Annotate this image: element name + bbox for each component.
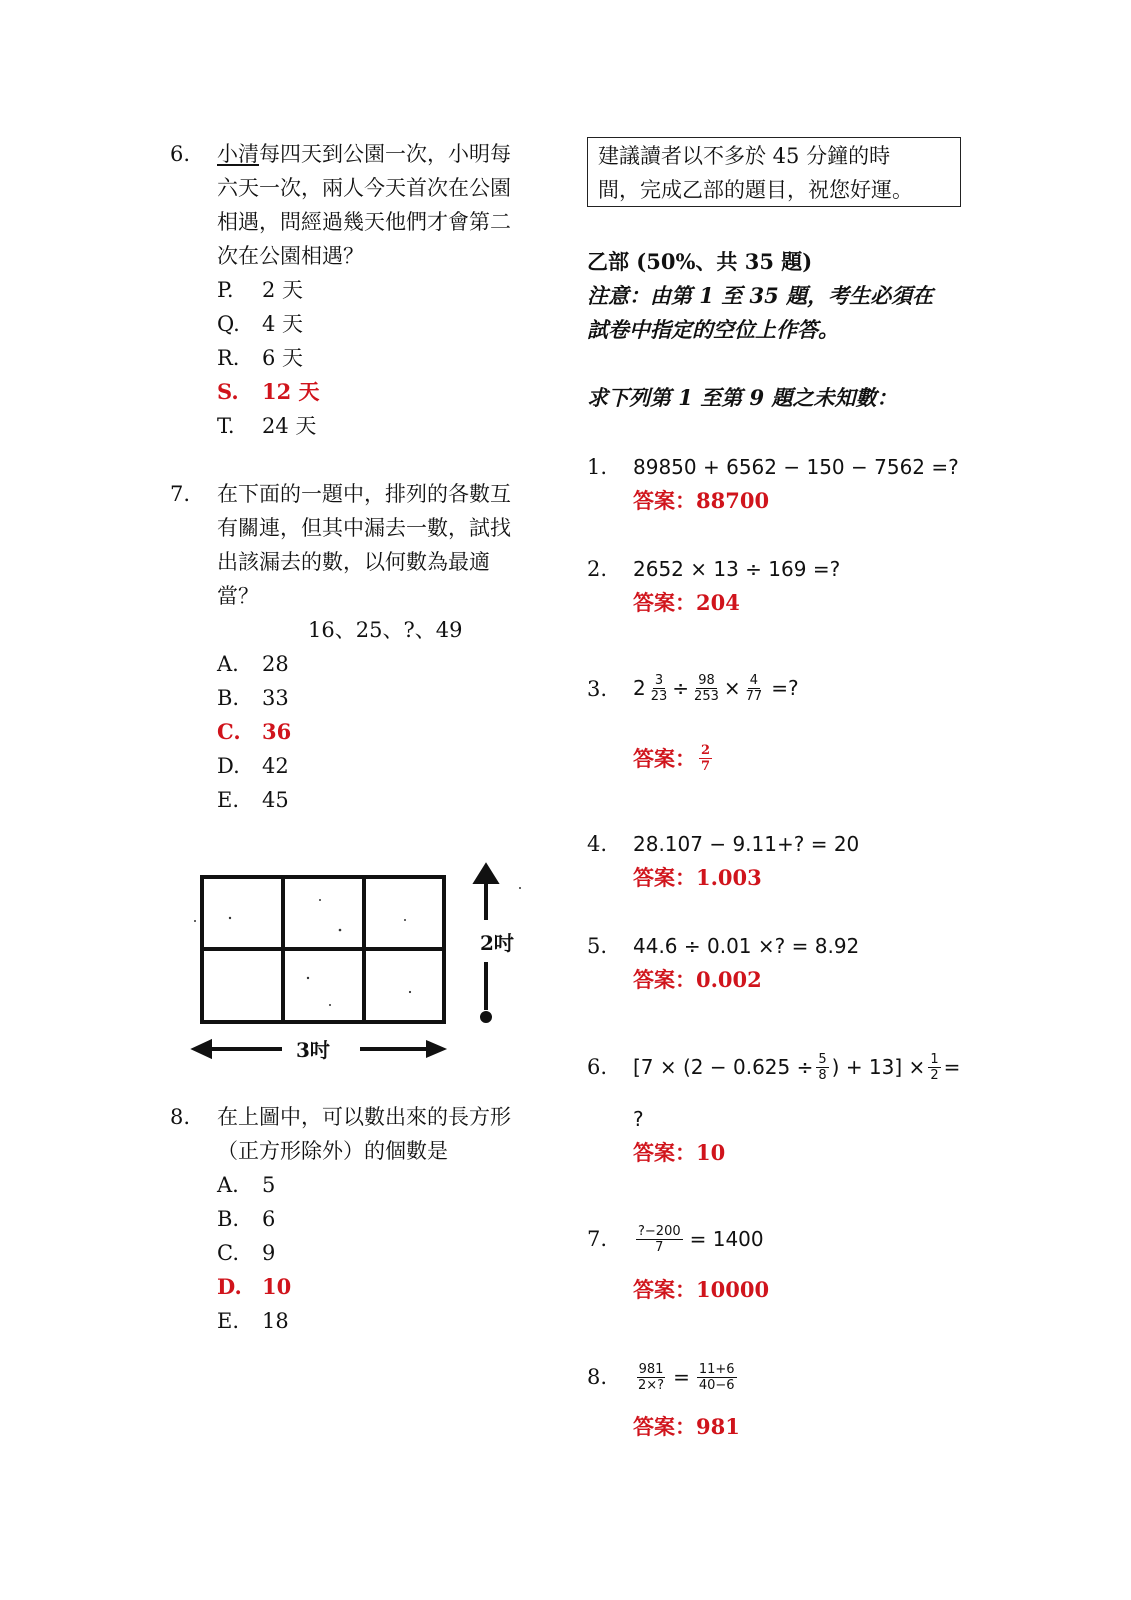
question-text-line: 相遇，問經過幾天他們才會第二 [217, 210, 511, 234]
equation-continuation: ? [633, 1107, 644, 1131]
equation: 28.107 − 9.11+? = 20 [633, 832, 860, 856]
fraction: $\frac{2}{7}$ [701, 742, 711, 774]
question-text-line: 出該漏去的數，以何數為最適 [217, 550, 490, 574]
answer: 答案： $\frac{2}{7}$ [633, 742, 711, 774]
scan-speckles [194, 887, 521, 1006]
question-text-line: 有關連，但其中漏去一數，試找 [217, 516, 511, 540]
fraction: $\frac{3}{23}$ [650, 672, 668, 704]
answer: 答案：981 [633, 1414, 740, 1439]
question-text-line: 六天一次，兩人今天首次在公園 [217, 176, 511, 200]
answer: 答案：88700 [633, 488, 770, 513]
sub-instruction: 求下列第 1 至第 9 題之未知數： [587, 385, 898, 410]
answer: 答案：10000 [633, 1277, 770, 1302]
fraction: $\frac{?-200}{7}$ [638, 1223, 681, 1255]
answer: 答案：10 [633, 1140, 726, 1165]
rectangle-grid-figure [190, 860, 550, 1090]
equation: [7 × (2 − 0.625 ÷ $\frac{5}{8}$ ) + 13] × $\frac{1}{2}$ = [633, 1051, 961, 1083]
fraction: $\frac{98}{253}$ [694, 672, 719, 704]
question-text-line: 當？ [217, 584, 259, 608]
question-text-line: 在上圖中，可以數出來的長方形 [217, 1105, 511, 1129]
section-title: 乙部 (50%、共 35 題) [587, 249, 813, 274]
equation: $\frac{981}{2\times?}$ = $\frac{11+6}{40-6}$ [638, 1361, 735, 1393]
fraction: $\frac{4}{77}$ [745, 672, 763, 704]
question-number: 6. [170, 142, 191, 166]
question-text-line: 在下面的一題中，排列的各數互 [217, 482, 511, 506]
grid-outline [202, 877, 444, 1022]
equation: 2652 × 13 ÷ 169 =? [633, 557, 841, 581]
question-text-line: （正方形除外）的個數是 [217, 1139, 448, 1163]
answer: 答案：204 [633, 590, 740, 615]
equation: 2 $\frac{3}{23}$ ÷ $\frac{98}{253}$ × $\frac{4}{77}$ =? [633, 672, 799, 704]
instruction-line: 試卷中指定的空位上作答。 [587, 317, 839, 342]
equation: 44.6 ÷ 0.01 ×? = 8.92 [633, 934, 860, 958]
answer: 答案：0.002 [633, 967, 762, 992]
fraction: $\frac{11+6}{40-6}$ [698, 1361, 735, 1393]
fraction: $\frac{1}{2}$ [930, 1051, 939, 1083]
fraction: $\frac{5}{8}$ [818, 1051, 827, 1083]
instruction-line: 注意：由第 1 至 35 題，考生必須在 [587, 283, 934, 308]
equation: $\frac{?-200}{7}$ = 1400 [638, 1223, 764, 1255]
question-number: 8. [170, 1105, 191, 1129]
width-label: 3吋 [296, 1038, 330, 1062]
answer: 答案：1.003 [633, 865, 762, 890]
question-number: 7. [170, 482, 191, 506]
time-advice-line: 建議讀者以不多於 45 分鐘的時 [598, 144, 891, 168]
time-advice-line: 間，完成乙部的題目，祝您好運。 [598, 178, 913, 202]
student-name: 小清 [217, 142, 259, 166]
height-label: 2吋 [480, 931, 514, 955]
question-text-line: 次在公園相遇？ [217, 244, 364, 268]
question-text-line: 小清每四天到公園一次，小明每 [217, 142, 511, 166]
number-sequence: 16、25、?、49 [308, 618, 463, 642]
fraction: $\frac{981}{2\times?}$ [638, 1361, 665, 1393]
equation: 89850 + 6562 − 150 − 7562 =? [633, 455, 959, 479]
